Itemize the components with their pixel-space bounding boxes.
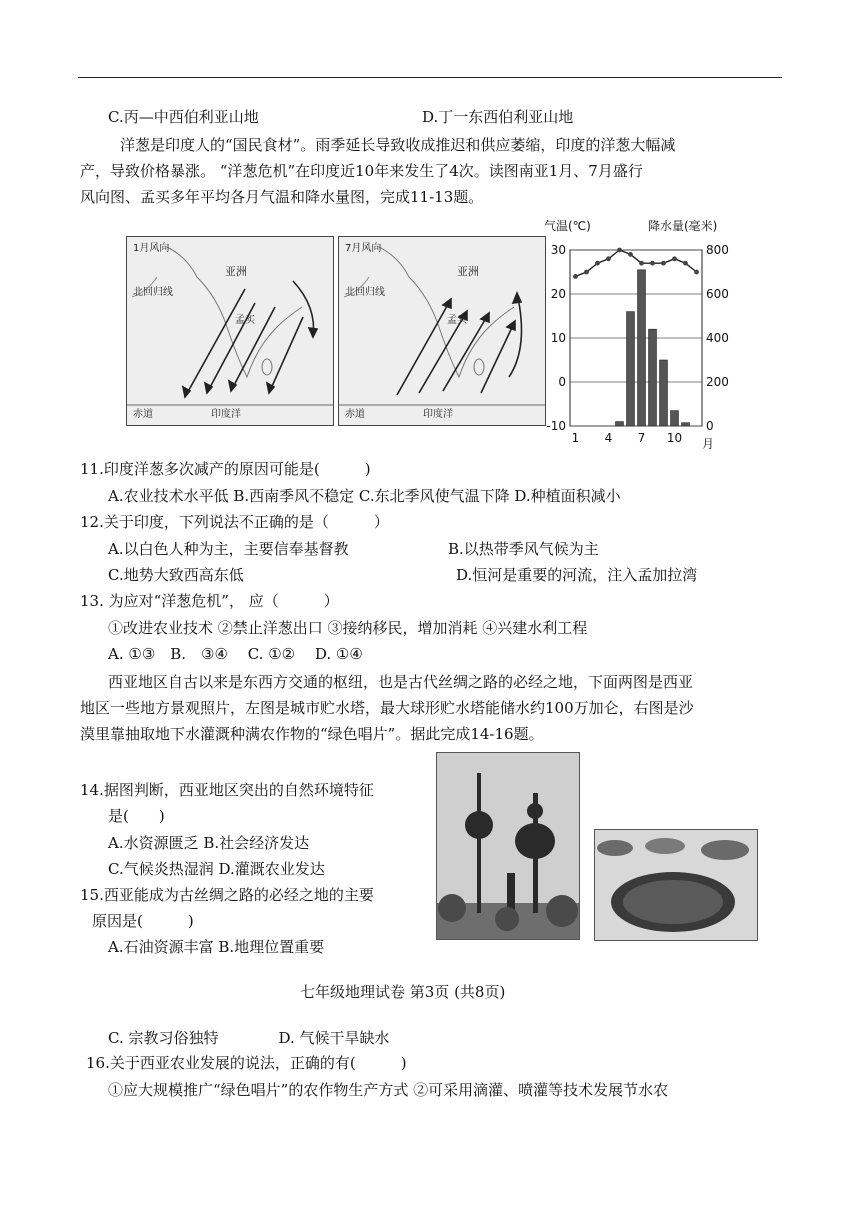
- water-tower-photo: [436, 752, 580, 940]
- x-axis-unit: 月: [702, 437, 715, 451]
- map-july-wind: [338, 236, 546, 426]
- q12-option-b: B.以热带季风气候为主: [448, 540, 599, 558]
- q15-options-ab: A.石油资源丰富 B.地理位置重要: [108, 938, 325, 956]
- q11-options: A.农业技术水平低 B.西南季风不稳定 C.东北季风使气温下降 D.种植面积减小: [108, 487, 621, 505]
- q14-stem: 14.据图判断，西亚地区突出的自然环境特征: [80, 781, 374, 799]
- q14-options-cd: C.气候炎热湿润 D.灌溉农业发达: [108, 860, 325, 878]
- option-c-line: C.丙—中西伯利亚山地: [108, 108, 259, 126]
- map-jan-asia-label: 亚洲: [225, 265, 247, 278]
- passage-west-asia-3: 漠里靠抽取地下水灌溉种满农作物的“绿色唱片”。据此完成14-16题。: [80, 725, 544, 743]
- precipitation-tick-label: 400: [706, 331, 729, 345]
- precipitation-bar: [660, 360, 668, 426]
- map-jan-title: 1月风向: [133, 243, 170, 254]
- mumbai-climate-chart: [540, 216, 729, 456]
- precipitation-bar: [649, 329, 657, 426]
- passage-onion-2: 产，导致价格暴涨。 “洋葱危机”在印度近10年来发生了4次。读图南亚1月、7月盛行: [80, 162, 643, 180]
- page-footer: 七年级地理试卷 第3页 (共8页): [300, 983, 506, 1001]
- month-tick-label: 1: [571, 431, 580, 445]
- precipitation-tick-label: 600: [706, 287, 729, 301]
- passage-onion-1: 洋葱是印度人的“国民食材”。雨季延长导致收成推迟和供应萎缩，印度的洋葱大幅减: [120, 136, 676, 154]
- month-tick-label: 7: [637, 431, 646, 445]
- header-rule: [78, 77, 782, 78]
- q14-options-ab: A.水资源匮乏 B.社会经济发达: [108, 834, 310, 852]
- q12-stem: 12.关于印度，下列说法不正确的是（ ）: [80, 513, 389, 531]
- q14-stem-cont: 是( ): [108, 807, 165, 825]
- temperature-point: [650, 261, 655, 266]
- q13-statements: ①改进农业技术 ②禁止洋葱出口 ③接纳移民，增加消耗 ④兴建水利工程: [108, 619, 588, 637]
- passage-onion-3: 风向图、孟买多年平均各月气温和降水量图，完成11-13题。: [80, 188, 484, 206]
- temperature-point: [584, 270, 589, 275]
- map-jul-equator-label: 赤道: [345, 409, 365, 420]
- q15-stem-cont: 原因是( ): [92, 912, 194, 930]
- precipitation-bar: [671, 411, 679, 426]
- q12-option-d: D.恒河是重要的河流，注入孟加拉湾: [456, 566, 698, 584]
- map-jan-equator-label: 赤道: [133, 409, 153, 420]
- temperature-line: [576, 250, 697, 276]
- temperature-point: [617, 248, 622, 253]
- q12-option-c: C.地势大致西高东低: [108, 566, 244, 584]
- temperature-point: [694, 270, 699, 275]
- precipitation-tick-label: 200: [706, 375, 729, 389]
- map-jul-tropic-label: 北回归线: [345, 287, 385, 298]
- map-jul-asia-label: 亚洲: [457, 265, 479, 278]
- temperature-point: [661, 261, 666, 266]
- temperature-tick-label: 20: [550, 287, 566, 301]
- precipitation-tick-label: 0: [706, 419, 714, 433]
- precipitation-bar: [638, 270, 646, 426]
- q16-statements: ①应大规模推广“绿色唱片”的农作物生产方式 ②可采用滴灌、喷灌等技术发展节水农: [108, 1081, 669, 1099]
- temperature-tick-label: 30: [550, 243, 566, 257]
- temperature-point: [606, 256, 611, 261]
- precipitation-bar: [627, 312, 635, 426]
- q13-stem: 13. 为应对“洋葱危机”， 应（ ）: [80, 592, 339, 610]
- green-disc-field-photo: [594, 829, 758, 941]
- precipitation-tick-label: 800: [706, 243, 729, 257]
- temperature-tick-label: 0: [558, 375, 566, 389]
- temperature-point: [639, 261, 644, 266]
- temperature-point: [573, 274, 578, 279]
- passage-west-asia-2: 地区一些地方景观照片，左图是城市贮水塔，最大球形贮水塔能储水约100万加仑，右图是沙: [80, 699, 694, 717]
- map-january-wind: [126, 236, 334, 426]
- month-tick-label: 10: [666, 431, 683, 445]
- temperature-point: [672, 256, 677, 261]
- temperature-tick-label: -10: [546, 419, 566, 433]
- map-jan-tropic-label: 北回归线: [133, 287, 173, 298]
- map-jul-city-label: 孟买: [447, 315, 467, 326]
- month-tick-label: 4: [604, 431, 613, 445]
- temperature-point: [628, 252, 633, 257]
- map-jan-ocean-label: 印度洋: [211, 409, 241, 420]
- temperature-point: [683, 261, 688, 266]
- q11-stem: 11.印度洋葱多次减产的原因可能是( ): [80, 460, 371, 478]
- q15-options-cd: C. 宗教习俗独特 D. 气候干旱缺水: [108, 1029, 390, 1047]
- map-jul-ocean-label: 印度洋: [423, 409, 453, 420]
- map-jan-city-label: 孟买: [235, 315, 255, 326]
- option-d-line: D.丁一东西伯利亚山地: [422, 108, 574, 126]
- temperature-tick-label: 10: [550, 331, 566, 345]
- passage-west-asia-1: 西亚地区自古以来是东西方交通的枢纽，也是古代丝绸之路的必经之地，下面两图是西亚: [108, 673, 694, 691]
- precipitation-axis-label: 降水量(毫米): [648, 219, 718, 233]
- precipitation-bar: [616, 422, 624, 426]
- q12-option-a: A.以白色人种为主，主要信奉基督教: [108, 540, 349, 558]
- temperature-point: [595, 261, 600, 266]
- q13-options: A. ①③ B. ③④ C. ①② D. ①④: [108, 645, 363, 663]
- q16-stem: 16.关于西亚农业发展的说法，正确的有( ): [86, 1054, 407, 1072]
- temperature-axis-label: 气温(℃): [544, 219, 591, 233]
- precipitation-bar: [682, 423, 690, 426]
- map-jul-title: 7月风向: [345, 243, 382, 254]
- q15-stem: 15.西亚能成为古丝绸之路的必经之地的主要: [80, 886, 374, 904]
